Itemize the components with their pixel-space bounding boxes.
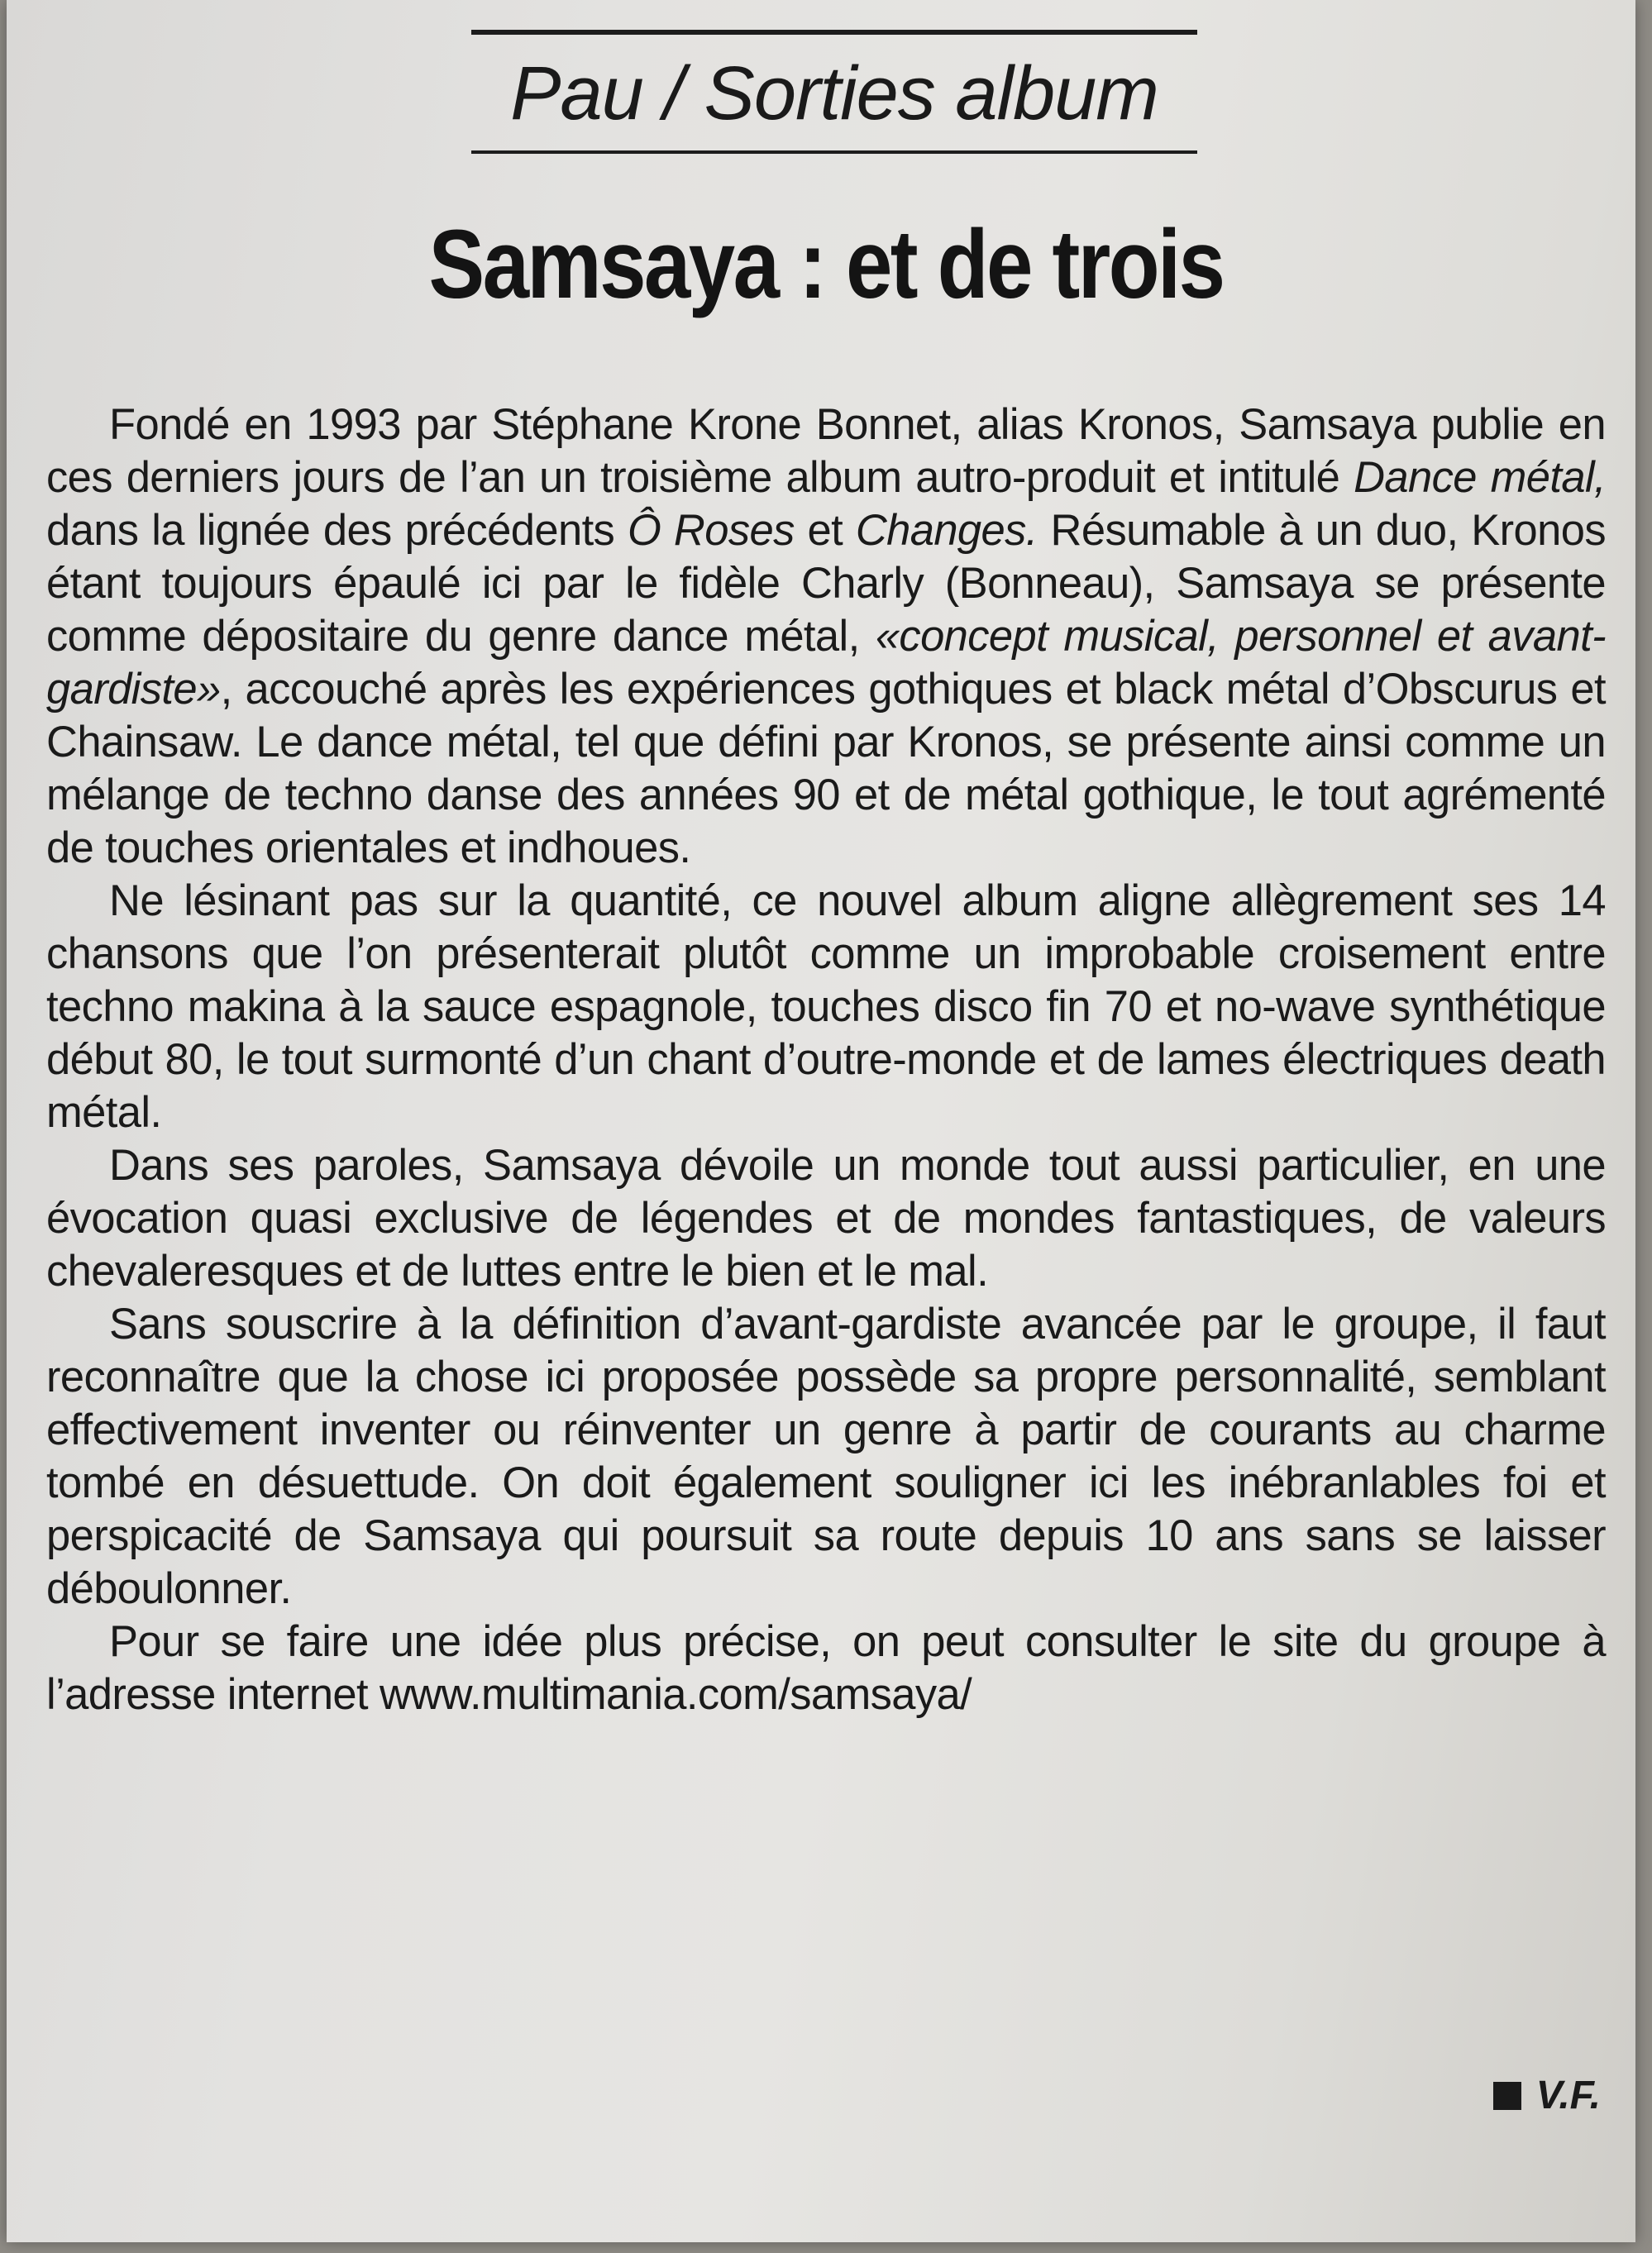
text-run: Résumable à un duo, Kronos étant toujours épaulé ici par le fidèle Charly (Bonneau), Samsaya se présente comme dépositaire du genre dance métal, [46,506,1606,661]
italic-run: Ô Roses [627,506,795,555]
text-run: dans la lignée des précédents [46,506,628,555]
section-rubric: Pau / Sorties album [510,51,1158,136]
text-run: Ne lésinant pas sur la quantité, ce nouvel album aligne allègrement ses 14 chansons que l’on présenterait plutôt comme un improbable croisement entre techno makina à la sauce espagnole, touches disco fin 70 et no-wave synthétique début 80, le tout surmonté d’un chant d’outre-monde et de lames électriques death métal. [46,876,1606,1137]
article-paragraph [46,1298,1606,1616]
text-run: , accouché après les expériences gothiques et black métal d’Obscurus et Chainsaw. Le dance métal, tel que défini par Kronos, se présente ainsi comme un mélange de techno danse des années 90 et de métal gothique, le tout agrémenté de touches orientales et indhoues. [46,665,1606,872]
rubric-box [471,30,1197,154]
text-run: Dans ses paroles, Samsaya dévoile un monde tout aussi particulier, en une évocation quasi exclusive de légendes et de mondes fantastiques, de valeurs chevaleresques et de luttes entre le bien et le mal. [46,1141,1606,1296]
article-paragraph [46,1616,1606,1721]
italic-run: Dance métal, [1354,453,1607,502]
article-headline: Samsaya : et de trois [428,210,1224,319]
end-mark-square [1493,2082,1521,2110]
author-initials: V.F. [1535,2074,1601,2117]
rubric-rule-top [471,30,1197,35]
article-paragraph [46,399,1606,875]
text-run: Fondé en 1993 par Stéphane Krone Bonnet, alias Kronos, Samsaya publie en ces derniers jours de l’an un troisième album autro-produit et intitulé [46,400,1606,502]
rubric-rule-bottom [471,150,1197,154]
author-signature [1493,2071,1601,2121]
text-run: Pour se faire une idée plus précise, on peut consulter le site du groupe à l’adresse internet www.multimania.com/samsaya/ [46,1617,1606,1719]
italic-run: «concept musical, personnel et avant-gardiste» [46,612,1606,714]
article-body [46,399,1606,1721]
article-paragraph [46,1139,1606,1298]
text-run: et [794,506,856,555]
text-run: Sans souscrire à la définition d’avant-gardiste avancée par le groupe, il faut reconnaître que la chose ici proposée possède sa propre personnalité, semblant effectivement inventer ou réinventer un genre à partir de courants au charme tombé en désuettude. On doit également souligner ici les inébranlables foi et perspicacité de Samsaya qui poursuit sa route depuis 10 ans sans se laisser déboulonner. [46,1300,1606,1613]
italic-run: Changes. [855,506,1038,555]
article-paragraph [46,875,1606,1139]
